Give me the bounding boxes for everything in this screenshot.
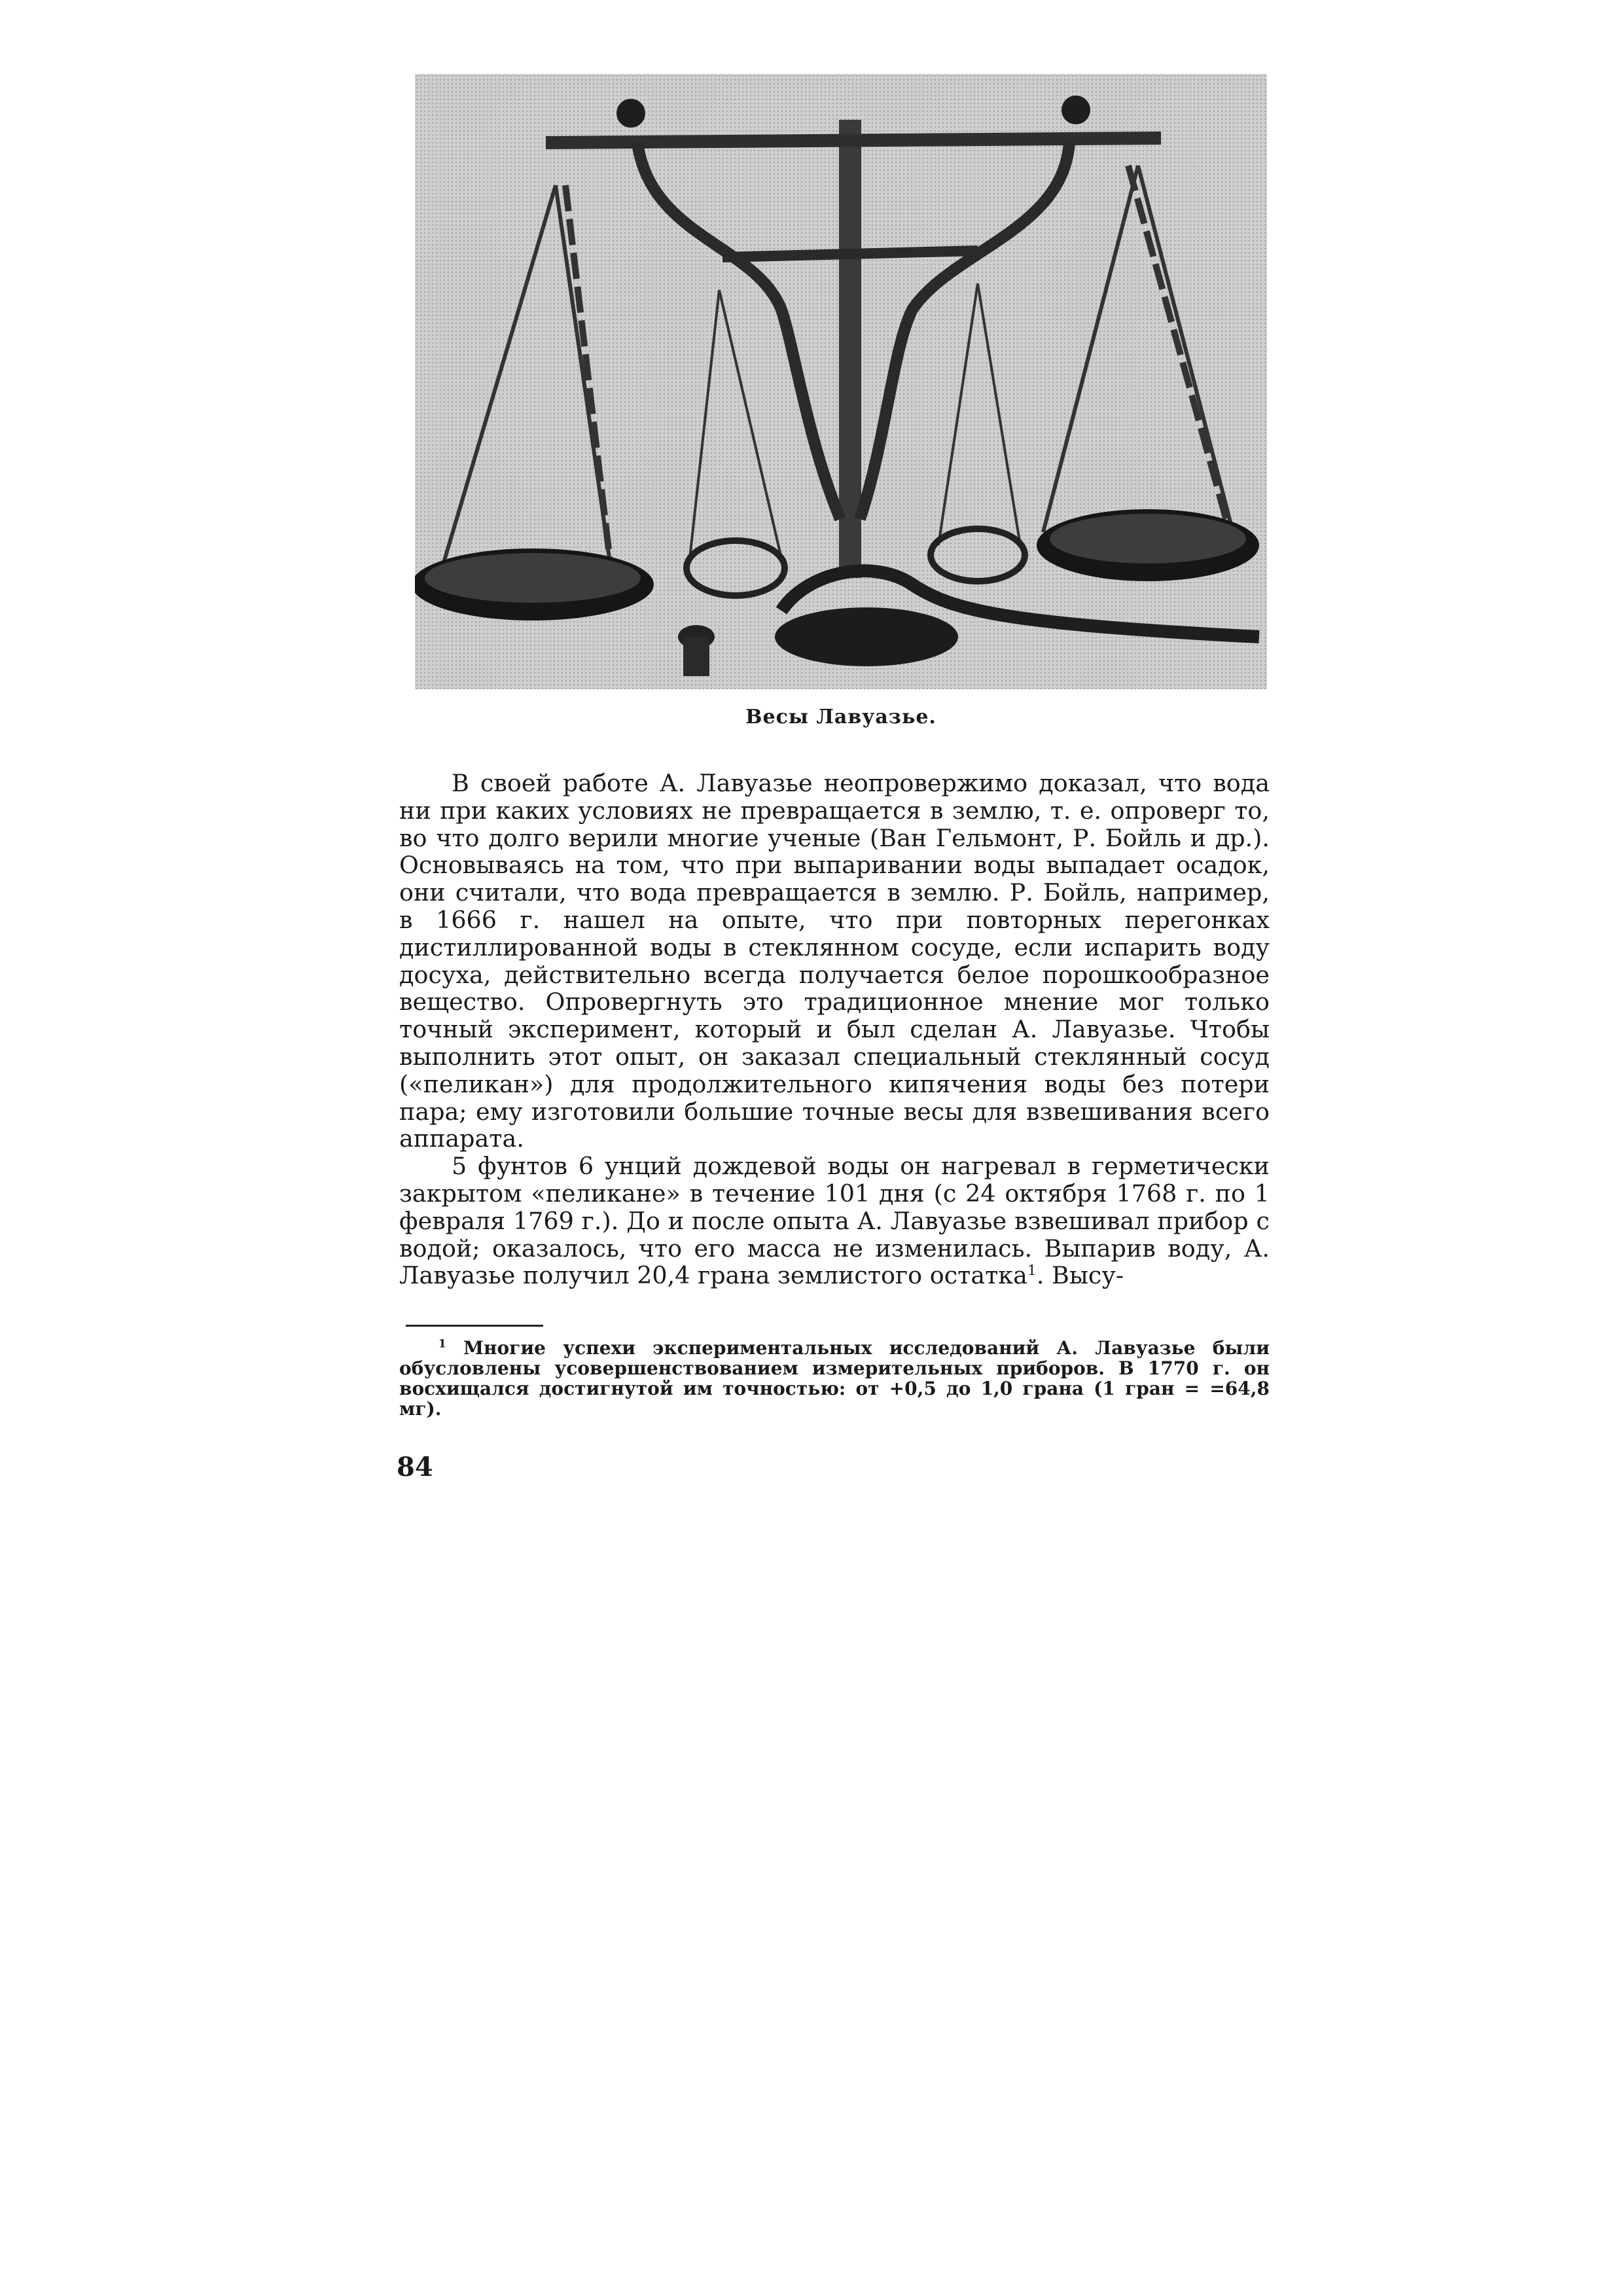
figure-caption: Весы Лавуазье. xyxy=(745,706,936,728)
footnote-text: Многие успехи экспериментальных исследований А. Лавуазье были обусловлены усовершенствованием измерительных приборов. В 1770 г. он восхищался достигнутой им точностью: от +0,5 до 1,0 грана (1 гран = =64,8 мг). xyxy=(399,1337,1270,1420)
right-large-pan-inner xyxy=(1050,514,1246,564)
left-large-pan-inner xyxy=(425,553,641,603)
footnote-mark: 1 xyxy=(438,1336,446,1350)
paragraph-2 xyxy=(399,1153,1270,1289)
paragraph-2-text: 5 фунтов 6 унций дождевой воды он нагревал в герметически закрытом «пеликане» в течение 101 дня (с 24 октября 1768 г. по 1 февраля 1769 г.). До и после опыта А. Лавуазье взвешивал прибор с водой; оказалось, что его масса не изменилась. Выпарив воду, А. Лавуазье получил 20,4 грана землистого остатка xyxy=(399,1152,1270,1290)
footnote xyxy=(399,1338,1270,1419)
footnote-divider xyxy=(406,1325,543,1327)
cross-bar xyxy=(722,251,978,257)
beam-knob-right xyxy=(1061,96,1090,124)
scales-illustration xyxy=(415,74,1267,689)
page-number: 84 xyxy=(397,1452,433,1482)
base-foot-stem xyxy=(683,637,709,676)
footnote-reference[interactable]: 1 xyxy=(1027,1263,1037,1280)
base-plate xyxy=(775,607,958,666)
beam-knob-left xyxy=(616,99,645,128)
paragraph-1: В своей работе А. Лавуазье неопровержимо доказал, что вода ни при каких условиях не превращается в землю, т. е. опроверг то, во что долго верили многие ученые (Ван Гельмонт, Р. Бойль и др.). Основываясь на том, что при выпаривании воды выпадает осадок, они считали, что вода превращается в землю. Р. Бойль, например, в 1666 г. нашел на опыте, что при повторных перегонках дистиллированной воды в стеклянном сосуде, если испарить воду досуха, действительно всегда получается белое порошкообразное вещество. Опровергнуть это традиционное мнение мог только точный эксперимент, который и был сделан А. Лавуазье. Чтобы выполнить этот опыт, он заказал специальный стеклянный сосуд («пеликан») для продолжительного кипячения воды без потери пара; ему изготовили большие точные весы для взвешивания всего аппарата. xyxy=(399,769,1270,1153)
main-text xyxy=(399,770,1270,1289)
paragraph-2-end: . Высу- xyxy=(1036,1261,1124,1290)
lavoisier-scales-photo xyxy=(415,74,1267,689)
